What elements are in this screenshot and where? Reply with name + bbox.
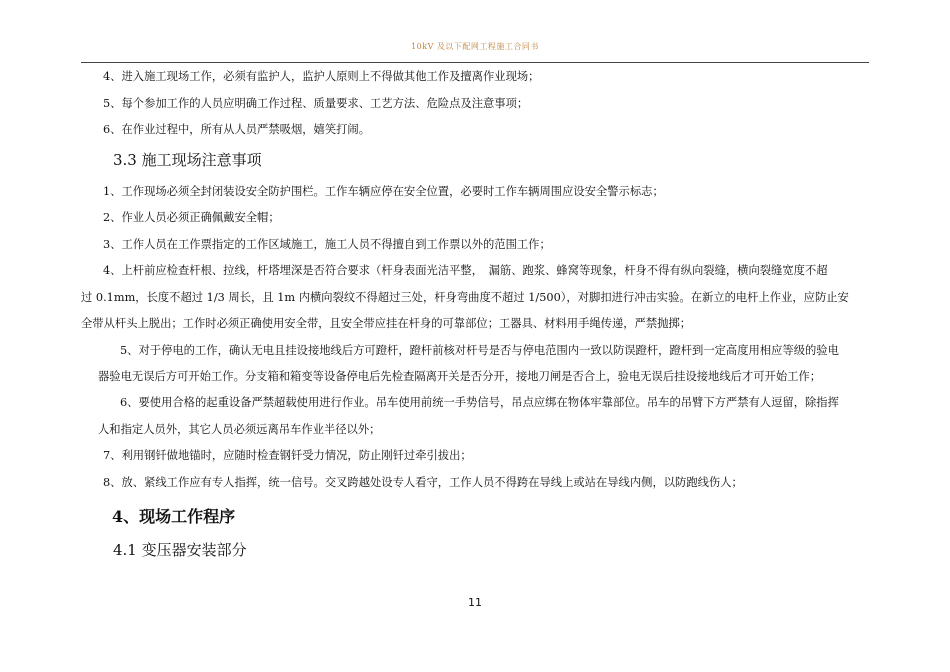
list-item-continuation: 器验电无误后方可开始工作。分支箱和箱变等设备停电后先检查隔离开关是否分开，接地刀闸是否合上，验电无误后挂设接地线后才可开始工作； <box>98 370 822 383</box>
list-item-continuation: 全带从杆头上脱出；工作时必须正确使用安全带，且安全带应挂在杆身的可靠部位；工器具、材料用手绳传递，严禁抛掷； <box>81 317 692 330</box>
section-4-heading: 4、现场工作程序 <box>112 507 236 526</box>
list-item: 2、作业人员必须正确佩戴安全帽； <box>103 211 280 224</box>
section-4-1-heading: 4.1 变压器安装部分 <box>113 541 247 559</box>
list-item: 3、工作人员在工作票指定的工作区域施工，施工人员不得擅自到工作票以外的范围工作； <box>103 238 551 251</box>
header-divider <box>81 62 869 63</box>
list-item: 6、在作业过程中，所有从人员严禁吸烟，嬉笑打闹。 <box>103 123 371 136</box>
list-item: 8、放、紧线工作应有专人指挥，统一信号。交叉跨越处设专人看守，工作人员不得跨在导线上或站在导线内侧，以防跑线伤人； <box>103 476 743 489</box>
page-header-title: 10kV 及以下配网工程施工合同书 <box>411 42 539 51</box>
section-3-3-heading: 3.3 施工现场注意事项 <box>113 151 262 169</box>
list-item: 5、每个参加工作的人员应明确工作过程、质量要求、工艺方法、危险点及注意事项； <box>103 97 529 110</box>
list-item: 4、进入施工现场工作，必须有监护人，监护人原则上不得做其他工作及擅离作业现场； <box>103 70 540 83</box>
list-item-continuation: 人和指定人员外，其它人员必须远离吊车作业半径以外； <box>98 423 381 436</box>
list-item: 5、对于停电的工作，确认无电且挂设接地线后方可蹬杆，蹬杆前核对杆号是否与停电范围内一致以防误蹬杆，蹬杆到一定高度用相应等级的验电 <box>120 344 839 357</box>
list-item-continuation: 过 0.1mm，长度不超过 1/3 周长，且 1m 内横向裂纹不得超过三处，杆身弯曲度不超过 1/500），对脚扣进行冲击实验。在新立的电杆上作业，应防止安 <box>81 291 849 304</box>
page-number: 11 <box>468 596 482 609</box>
list-item: 6、要使用合格的起重设备严禁超载使用进行作业。吊车使用前统一手势信号，吊点应绑在物体牢靠部位。吊车的吊臂下方严禁有人逗留，除指挥 <box>120 396 839 409</box>
list-item: 4、上杆前应检查杆根、拉线，杆塔埋深是否符合要求（杆身表面光洁平整， 漏筋、跑浆、蜂窝等现象，杆身不得有纵向裂缝，横向裂缝宽度不超 <box>103 264 828 277</box>
list-item: 7、利用钢钎做地锚时，应随时检查钢钎受力情况，防止刚钎过牵引拔出； <box>103 449 472 462</box>
list-item: 1、工作现场必须全封闭装设安全防护围栏。工作车辆应停在安全位置，必要时工作车辆周围应设安全警示标志； <box>103 185 664 198</box>
